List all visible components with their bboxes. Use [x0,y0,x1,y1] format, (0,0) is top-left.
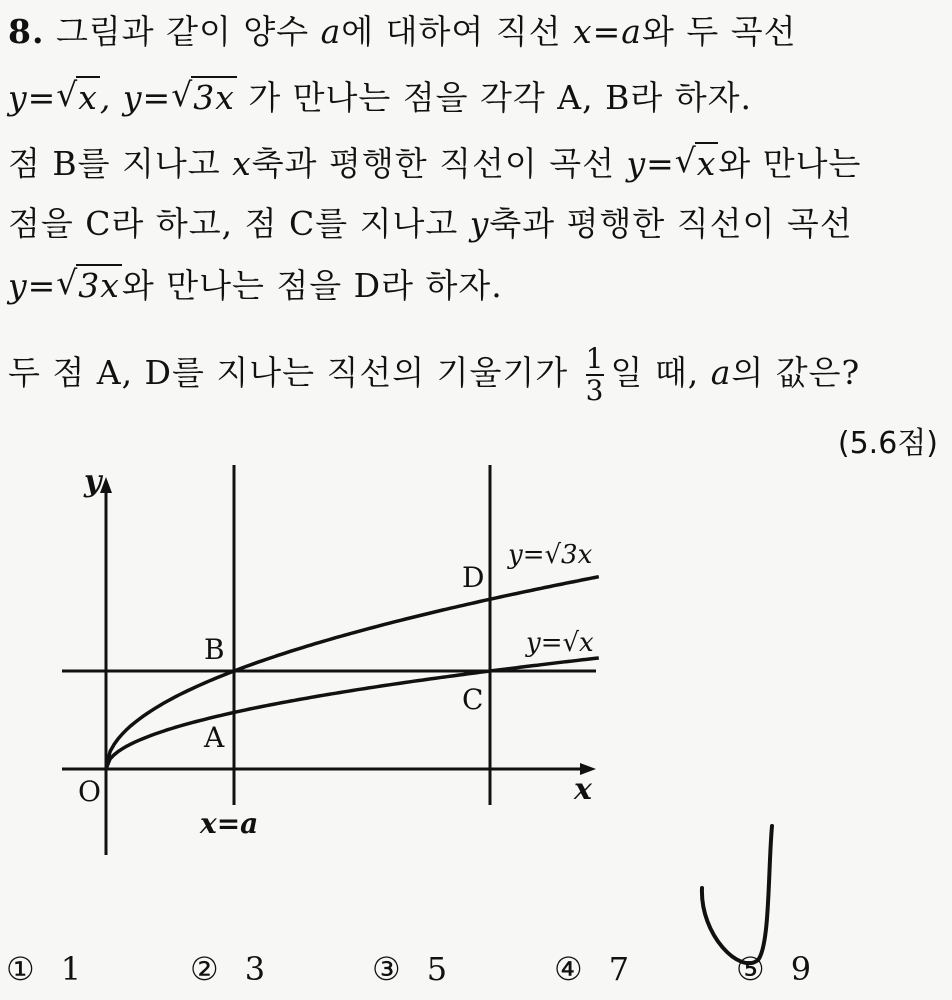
sqrt-radicand: 3x [78,266,120,305]
math-var: a [320,12,342,51]
choice-value: 3 [244,950,266,988]
choice-mark: ③ [372,950,401,988]
text-segment: 그림과 같이 양수 [55,12,310,51]
choice-5[interactable] [736,950,811,988]
problem-line-3 [8,144,861,184]
sqrt-expression [675,144,719,184]
choice-mark: ② [190,950,219,988]
choice-value: 9 [790,950,812,988]
points-label: (5.6점) [837,426,938,461]
point-label-d: D [462,561,485,594]
text-segment: 두 점 A, D를 지나는 직선의 기울기가 [8,353,569,392]
curve-label-sqrt-x: y=√x [526,628,594,658]
sqrt-radicand: 3x [193,78,235,117]
choice-mark: ① [6,950,35,988]
text-segment: 와 만나는 점을 D라 하자. [121,266,503,305]
line-label: x=a [200,807,259,840]
choice-mark: ④ [554,950,583,988]
choice-mark: ⑤ [736,950,765,988]
text-segment: 축과 평행한 직선이 곡선 [489,204,853,243]
sqrt-radicand: x [78,78,98,117]
sqrt-radicand: x [696,144,717,183]
text-segment: 와 두 곡선 [641,12,797,51]
curve-label-sqrt-3x: y=√3x [508,540,593,570]
text-segment: 점 B를 지나고 [8,144,221,183]
text-segment: 점을 C라 하고, 점 C를 지나고 [8,204,459,243]
fraction-denominator: 3 [585,374,605,407]
choice-1[interactable] [6,950,81,988]
fraction-numerator: 1 [585,342,605,375]
y-axis-label: y [84,464,102,499]
sqrt-expression [56,266,122,306]
problem-line-1 [8,12,796,52]
text-segment: 가 만나는 점을 각각 A, B라 하자. [248,78,752,117]
math-equation: y= [8,78,57,117]
problem-line-5 [8,266,503,306]
point-label-c: C [462,683,484,716]
math-equation: , y= [99,78,172,117]
math-equation: y= [8,266,57,305]
text-segment: 에 대하여 직선 [341,12,562,51]
math-equation: x=a [573,12,642,51]
text-segment: 와 만나는 [718,144,862,183]
question-line [8,344,860,406]
math-var: y [469,204,490,243]
math-var: x [232,144,252,183]
origin-label: O [78,775,101,808]
choice-4[interactable] [554,950,629,988]
problem-line-2 [8,78,752,118]
fraction [586,344,605,406]
sqrt-expression [56,78,100,118]
problem-number: 8. [8,12,45,51]
curve-sqrt-x [106,658,599,769]
text-segment: 일 때, [610,353,700,392]
math-equation: y= [626,144,675,183]
problem-line-4 [8,204,853,244]
sqrt-expression [171,78,237,118]
point-label-a: A [204,721,225,754]
point-label-b: B [204,633,225,666]
x-axis-label: x [574,772,592,807]
text-segment: 축과 평행한 직선이 곡선 [251,144,615,183]
choice-value: 7 [608,950,630,988]
choice-2[interactable] [190,950,265,988]
y-axis-arrow [100,477,112,493]
choice-value: 5 [426,950,448,988]
choice-3[interactable] [372,950,447,988]
text-segment: 의 값은? [731,353,861,392]
choice-value: 1 [60,950,82,988]
curve-sqrt-3x [106,577,599,769]
math-var: a [710,353,732,392]
graph-figure [0,455,952,875]
